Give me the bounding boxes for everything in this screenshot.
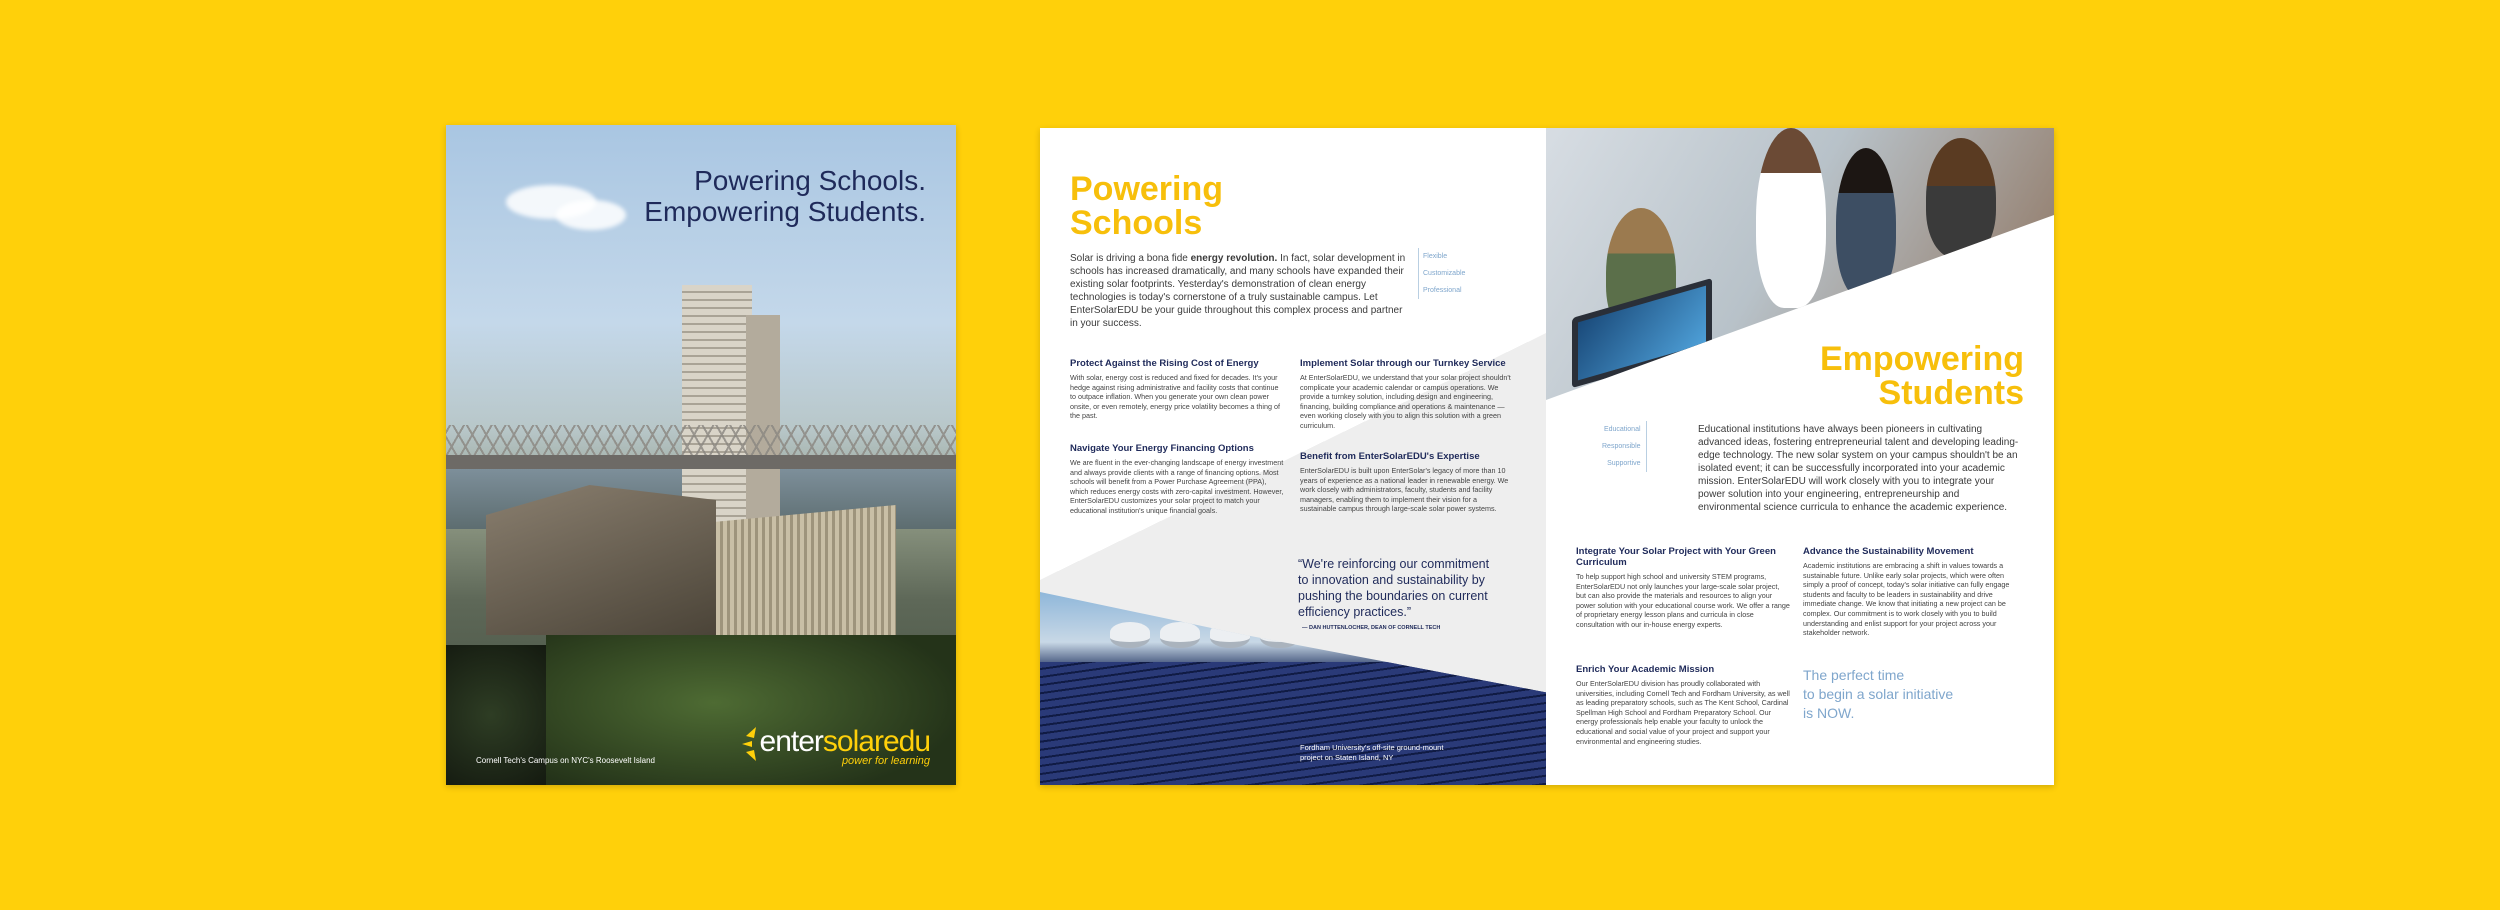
section-body: To help support high school and university STEM programs, EnterSolarEDU not only launches your large-scale solar project, but can also provide the materials and resources to align your power solution with your educational course work. We offer a range of proprietary energy lesson plans and curricula in close consultation with our in-house energy experts. [1576,572,1790,629]
sun-burst-icon [742,727,756,761]
section-body: Academic institutions are embracing a shift in values towards a sustainable future. Unlike early solar projects, which were often simply a proof of concept, today's solar initiative can fully engage students and faculty to be leaders in sustainability and drive immediate change. We know that initiating a new project can be complex. Our commitment is to work closely with you to build understanding and enlist support for your project across your stakeholder network. [1803,561,2010,638]
section-body: Our EnterSolarEDU division has proudly collaborated with universities, including Cornell Tech and Fordham University, as well as leading preparatory schools, such as The Kent School, Cardinal Spellman High School and Fordham Preparatory School. Our energy professionals help enable your faculty to unlock the educational and social value of your project and support your environmental and engineering studies. [1576,679,1790,746]
callout-line: The perfect time [1803,667,1905,683]
section-heading: Protect Against the Rising Cost of Energy [1070,358,1259,369]
tag-item: Flexible [1423,253,1448,260]
section-body: EnterSolarEDU is built upon EnterSolar's legacy of more than 10 years of experience as a national leader in renewable energy. We work closely with administrators, faculty, students and facility managers, enabling them to implement their vision for a sustainable campus through large-scale solar power systems. [1300,466,1509,514]
cover-photo-caption: Cornell Tech's Campus on NYC's Roosevelt Island [476,756,655,765]
person-student [1836,148,1896,298]
tag-item: Responsible [1602,443,1641,450]
tag-item: Supportive [1607,460,1641,467]
cover-headline-line1: Powering Schools. [694,165,926,196]
section-heading: Navigate Your Energy Financing Options [1070,443,1254,454]
section-financing [1070,443,1284,516]
title-line: Students [1878,374,2024,412]
cloud [556,200,626,230]
title-line: Schools [1070,204,1203,242]
section-body: We are fluent in the ever-changing landscape of energy investment and always provide clients with a range of financing options. Most schools will benefit from a Power Purchase Agreement (PPA), which reduces energy costs with zero-capital investment. However, EnterSolarEDU customizes your solar project to match your educational institution's unique financial goals. [1070,458,1284,515]
title-line: Empowering [1819,340,2024,378]
left-page-intro: Solar is driving a bona fide energy revolution. In fact, solar development in schools has increased dramatically, and many schools have expanded their existing solar footprints. Yesterday's demonstration of clean energy technologies is today's cornerstone of a truly sustainable campus. Let EnterSolarEDU be your guide throughout this complex process and partner in your success. [1070,253,1406,329]
section-rising-cost [1070,358,1284,421]
section-heading: Implement Solar through our Turnkey Service [1300,358,1506,369]
solar-panel-array [1040,662,1546,785]
tag-item: Educational [1603,426,1641,433]
right-page-tag-list [1602,421,1647,472]
brochure-cover [446,125,956,785]
bridge-deck [446,455,956,469]
quote-attribution: — DAN HUTTENLOCHER, DEAN OF CORNELL TECH [1302,625,1441,631]
title-line: Powering [1070,170,1224,208]
section-heading: Integrate Your Solar Project with Your Green Curriculum [1576,546,1776,568]
storage-tank [1160,622,1200,648]
bridge-truss [446,425,956,459]
section-heading: Benefit from EnterSolarEDU's Expertise [1300,451,1480,462]
section-turnkey [1300,358,1514,431]
storage-tank [1110,622,1150,648]
solar-photo-caption: Fordham University's off-site ground-mount project on Staten Island, NY [1300,743,1444,762]
person-teacher [1756,128,1826,308]
tag-item: Customizable [1423,270,1466,277]
section-academic-mission [1576,664,1790,746]
right-page-title [1820,342,2024,410]
campus-building [486,485,716,635]
tag-item: Professional [1423,287,1462,294]
logo-wordmark: entersolaredu [759,725,930,758]
section-heading: Enrich Your Academic Mission [1576,664,1715,675]
section-heading: Advance the Sustainability Movement [1803,546,1974,557]
cover-headline [644,165,926,227]
logo-tagline: power for learning [841,755,930,767]
section-sustainability [1803,546,2023,638]
entersolaredu-logo [760,725,930,767]
section-body: At EnterSolarEDU, we understand that your solar project shouldn't complicate your academic calendar or campus operations. We provide a turnkey solution, including design and engineering, financing, building compliance and operations & maintenance — even working closely with you to align this solution with a green curriculum. [1300,373,1511,430]
cover-headline-line2: Empowering Students. [644,196,926,227]
section-expertise [1300,451,1514,514]
person-student [1926,138,1996,258]
brochure-spread [1040,128,2054,785]
right-page-intro: Educational institutions have always been pioneers in cultivating advanced ideas, fostering entrepreneurial talent and developing leading-edge technology. The new solar system on your campus shouldn't be an isolated event; it can be successfully incorporated into your academic mission. EnterSolarEDU will work closely with you to integrate your power solution into your engineering, entrepreneurship and environmental science curricula to enhance the academic experience. [1698,424,2019,513]
callout-text [1803,666,1953,723]
section-green-curriculum [1576,546,1790,630]
right-page [1546,128,2054,785]
pull-quote: “We're reinforcing our commitment to innovation and sustainability by pushing the boundaries on current efficiency practices.” [1298,557,1490,619]
section-body: With solar, energy cost is reduced and fixed for decades. It's your hedge against rising administrative and facility costs that continue to outpace inflation. When you generate your own clean power onsite, or even remotely, energy price volatility becomes a thing of the past. [1070,373,1281,421]
callout-line: to begin a solar initiative [1803,686,1954,702]
left-page-title [1070,172,1223,240]
callout-line: is NOW. [1803,705,1855,721]
campus-building-facade [716,505,896,645]
left-page-tag-list [1418,248,1465,299]
